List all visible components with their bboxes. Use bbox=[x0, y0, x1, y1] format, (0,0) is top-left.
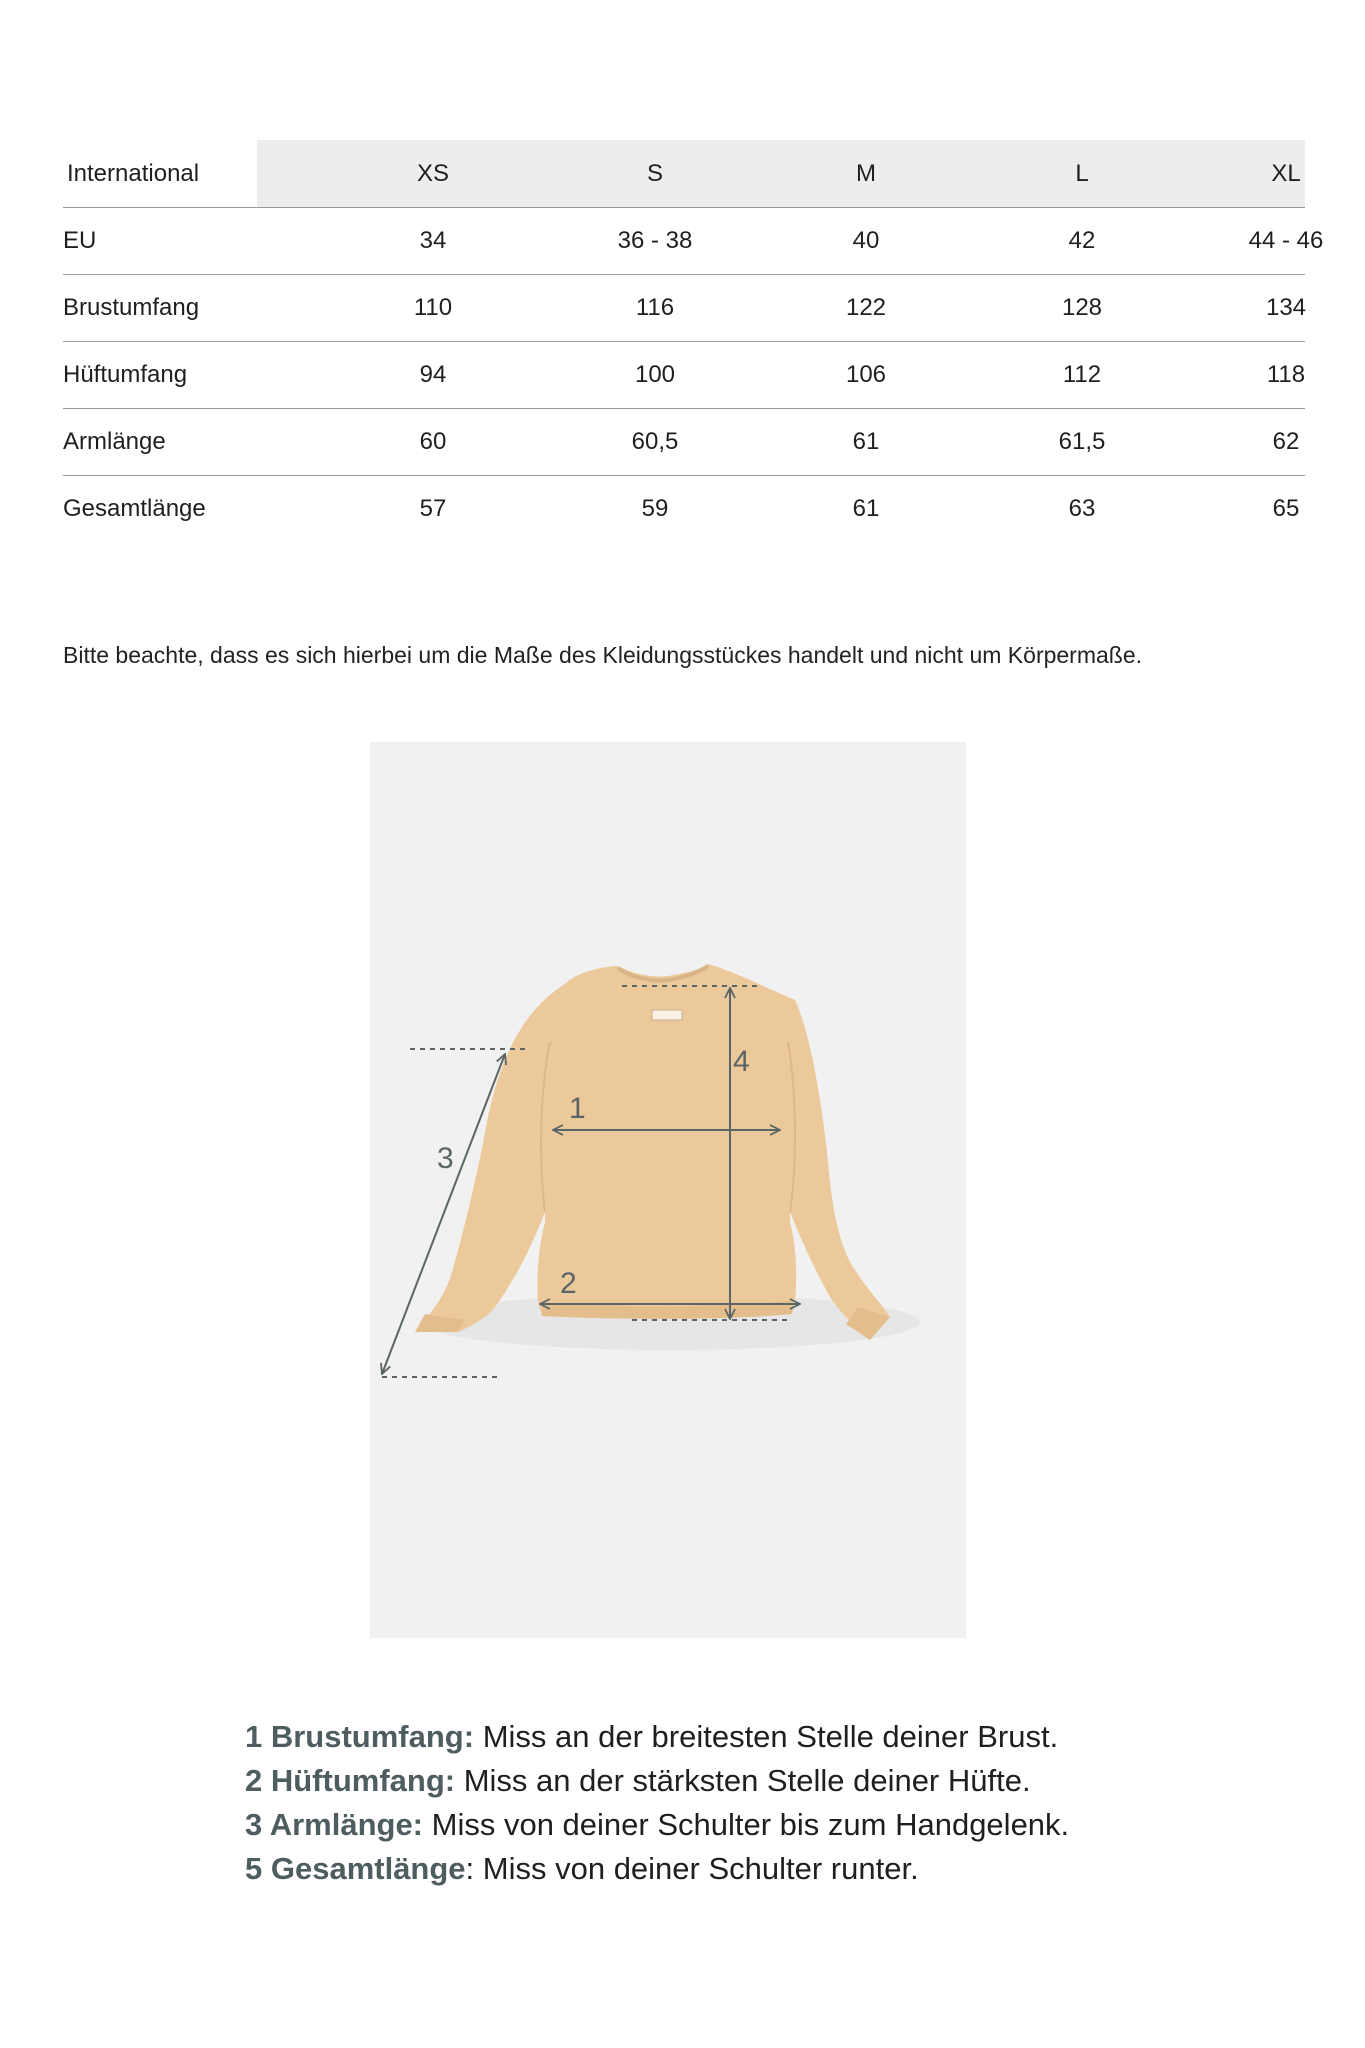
table-cell: 60,5 bbox=[631, 428, 679, 455]
header-size-xl: XL bbox=[1271, 159, 1301, 187]
table-row-eu bbox=[63, 208, 1324, 275]
header-label: International bbox=[67, 159, 200, 187]
header-size-s: S bbox=[646, 159, 663, 187]
table-cell: 40 bbox=[852, 227, 880, 254]
measurement-legend bbox=[245, 1715, 1069, 1891]
sweater-measurement-figure bbox=[370, 742, 966, 1638]
table-cell: 65 bbox=[1272, 495, 1300, 522]
table-cell: 112 bbox=[1062, 361, 1102, 388]
table-cell: 118 bbox=[1266, 361, 1306, 388]
table-cell: 128 bbox=[1061, 294, 1103, 321]
legend-item-hueftumfang bbox=[245, 1759, 1069, 1803]
header-size-l: L bbox=[1075, 159, 1089, 187]
sweater-diagram bbox=[370, 742, 966, 1638]
chest-marker-label: 1 bbox=[569, 1092, 586, 1125]
legend-item-gesamtlaenge bbox=[245, 1847, 1069, 1891]
table-cell: 100 bbox=[634, 361, 676, 388]
table-row-armlaenge bbox=[63, 409, 1305, 476]
row-label: EU bbox=[63, 227, 97, 254]
length-marker-label: 4 bbox=[733, 1045, 750, 1078]
legend-text: Miss an der stärksten Stelle deiner Hüfte. bbox=[455, 1763, 1031, 1798]
table-cell: 62 bbox=[1272, 428, 1300, 455]
table-cell: 61 bbox=[852, 495, 880, 522]
table-cell: 63 bbox=[1068, 495, 1096, 522]
table-cell: 34 bbox=[419, 227, 447, 254]
table-cell: 44 - 46 bbox=[1248, 227, 1324, 254]
table-cell: 36 - 38 bbox=[617, 227, 693, 254]
table-cell: 59 bbox=[641, 495, 669, 522]
legend-text: Miss an der breitesten Stelle deiner Brust. bbox=[474, 1719, 1059, 1754]
legend-term: 2 Hüftumfang: bbox=[245, 1763, 456, 1798]
sleeve-marker-label: 3 bbox=[437, 1142, 454, 1175]
table-row-gesamtlaenge bbox=[63, 476, 1305, 542]
legend-text: Miss von deiner Schulter bis zum Handgelenk. bbox=[423, 1807, 1070, 1842]
table-cell: 61,5 bbox=[1058, 428, 1106, 455]
sweater-label-tag bbox=[652, 1010, 682, 1020]
table-cell: 57 bbox=[419, 495, 447, 522]
table-cell: 42 bbox=[1068, 227, 1096, 254]
table-cell: 60 bbox=[419, 428, 447, 455]
table-cell: 122 bbox=[845, 294, 887, 321]
legend-item-brustumfang bbox=[245, 1715, 1069, 1759]
header-size-xs: XS bbox=[416, 159, 449, 187]
row-label: Gesamtlänge bbox=[63, 495, 206, 522]
header-size-m: M bbox=[856, 159, 876, 187]
table-cell: 106 bbox=[845, 361, 887, 388]
hip-marker-label: 2 bbox=[560, 1267, 577, 1300]
sweater-illustration bbox=[415, 964, 920, 1350]
legend-term: 5 Gesamtlänge bbox=[245, 1851, 466, 1886]
table-cell: 116 bbox=[635, 294, 675, 321]
legend-term: 1 Brustumfang: bbox=[245, 1719, 475, 1754]
table-row-brustumfang bbox=[63, 275, 1305, 342]
legend-item-armlaenge bbox=[245, 1803, 1069, 1847]
row-label: Brustumfang bbox=[63, 294, 200, 321]
table-cell: 110 bbox=[413, 294, 453, 321]
table-row-hueftumfang bbox=[63, 342, 1305, 409]
row-label: Hüftumfang bbox=[63, 361, 188, 388]
size-table-header bbox=[63, 140, 1305, 208]
table-cell: 61 bbox=[852, 428, 880, 455]
measurement-note: Bitte beachte, dass es sich hierbei um die Maße des Kleidungsstückes handelt und nicht um Körpermaße. bbox=[63, 642, 1143, 668]
table-cell: 134 bbox=[1265, 294, 1307, 321]
table-cell: 94 bbox=[419, 361, 447, 388]
legend-text: : Miss von deiner Schulter runter. bbox=[465, 1851, 919, 1886]
row-label: Armlänge bbox=[63, 428, 166, 455]
legend-term: 3 Armlänge: bbox=[245, 1807, 424, 1842]
size-table bbox=[63, 140, 1324, 542]
